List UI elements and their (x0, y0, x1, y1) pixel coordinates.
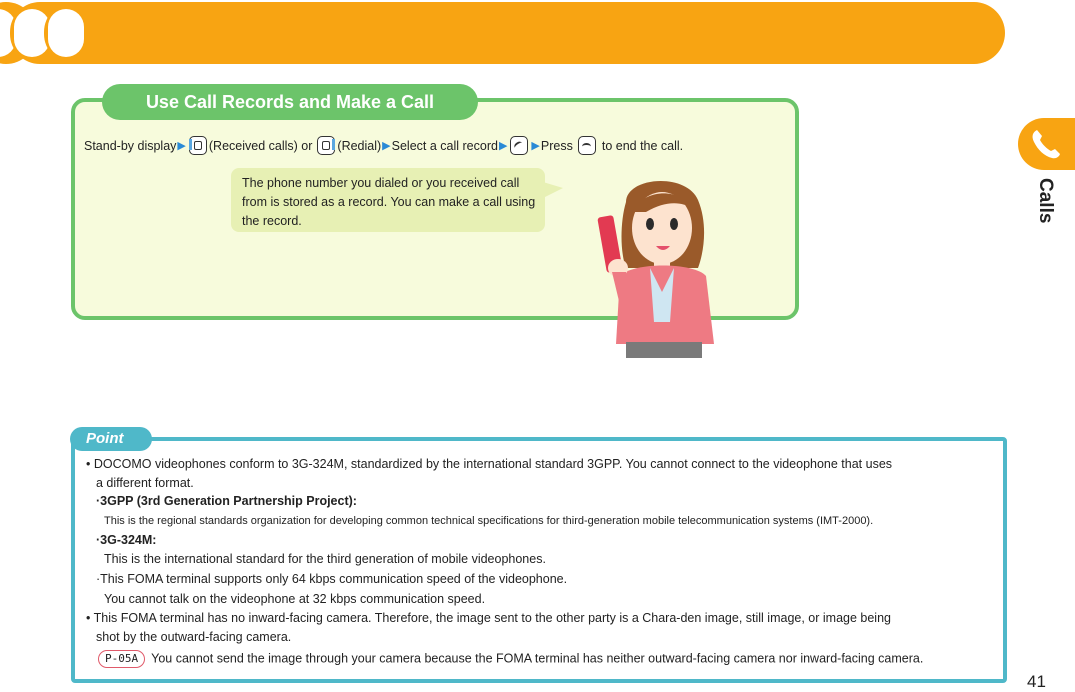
arrow-right-icon: ▶ (531, 140, 540, 152)
point-line-model (98, 650, 923, 668)
side-label-text: Calls (1035, 178, 1056, 224)
step-text: (Received calls) or (208, 138, 313, 153)
page-number: 41 (1027, 672, 1046, 691)
phone-icon (1028, 126, 1064, 162)
point-line: This is the regional standards organization for developing common technical specifications for third-generation mobile telecommunication systems (IMT-2000). (104, 515, 874, 527)
point-line: a different format. (96, 476, 194, 490)
banner-pill (44, 2, 104, 64)
point-line: You cannot talk on the videophone at 32 kbps communication speed. (104, 592, 486, 606)
step-text: Stand-by display (84, 138, 177, 153)
point-line: ·3G-324M: (96, 533, 157, 547)
point-line-text: You cannot send the image through your camera because the FOMA terminal has neither outward-facing camera nor inward-facing camera. (151, 651, 924, 666)
arrow-right-icon: ▶ (498, 140, 508, 152)
model-tag: P-05A (98, 650, 145, 668)
step-text: to end the call. (601, 138, 684, 153)
point-line: ·This FOMA terminal supports only 64 kbps communication speed of the videophone. (96, 572, 568, 586)
point-line: This is the international standard for the third generation of mobile videophones. (104, 552, 546, 566)
mail-key-icon (189, 136, 207, 155)
call-key-icon (510, 136, 528, 155)
arrow-right-icon: ▶ (177, 140, 186, 152)
calls-tab (1018, 118, 1075, 170)
chapter-banner (0, 0, 1005, 66)
point-line: • DOCOMO videophones conform to 3G-324M, standardized by the international standard 3GPP. You cannot connect to the videophone that uses (86, 457, 893, 471)
speech-bubble (231, 168, 545, 232)
banner-bar (40, 2, 1005, 64)
operation-steps (84, 136, 683, 155)
point-line: ·3GPP (3rd Generation Partnership Project): (96, 494, 357, 508)
step-text: Press (540, 138, 573, 153)
bubble-text: The phone number you dialed or you received call from is stored as a record. You can make a call using the record. (242, 176, 536, 228)
point-line: • This FOMA terminal has no inward-facing camera. Therefore, the image sent to the other party is a Chara-den image, still image, or image being (86, 611, 891, 625)
point-line: shot by the outward-facing camera. (96, 630, 292, 644)
section-title: Use Call Records and Make a Call (102, 84, 478, 120)
arrow-right-icon: ▶ (382, 140, 391, 152)
woman-with-phone-illustration (586, 172, 726, 358)
step-text: Select a call record (391, 138, 498, 153)
redial-key-icon (317, 136, 335, 155)
end-call-key-icon (578, 136, 596, 155)
step-text: (Redial) (337, 138, 382, 153)
side-label (1022, 178, 1062, 238)
point-tag: Point (70, 427, 152, 451)
